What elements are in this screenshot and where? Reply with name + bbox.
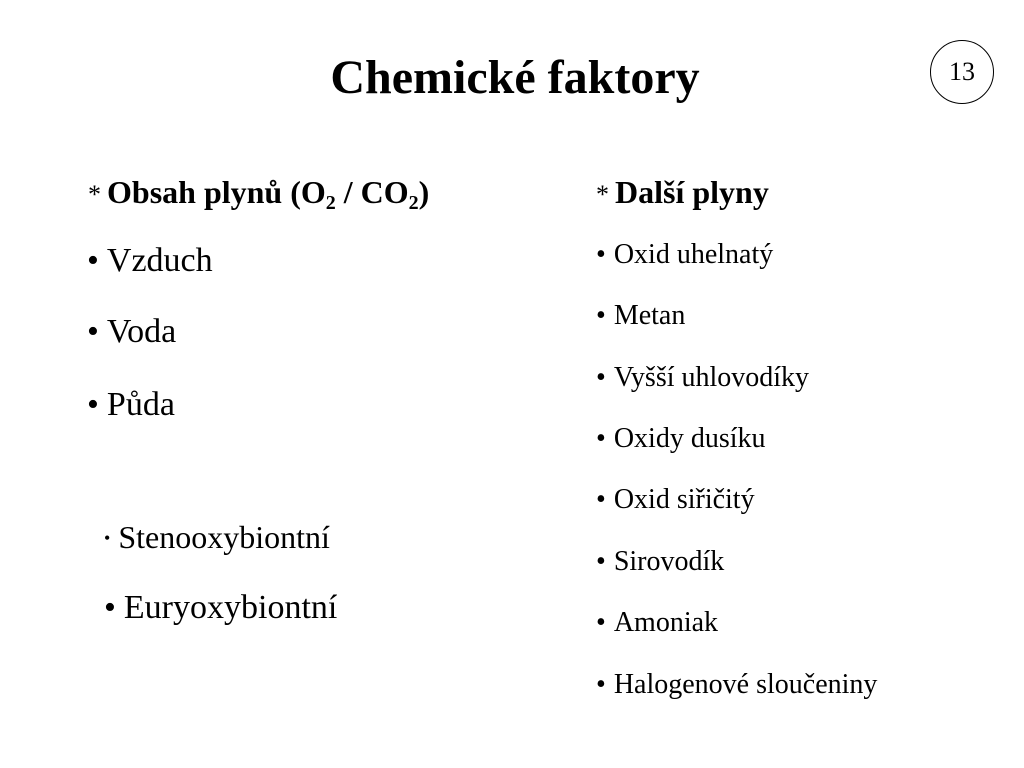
- list-item-label: Stenooxybiontní: [118, 519, 330, 555]
- list-item: [596, 548, 724, 576]
- list-item: [596, 609, 718, 637]
- list-item: [87, 315, 176, 349]
- list-item-label: Oxid uhelnatý: [613, 239, 774, 270]
- list-item: [87, 244, 213, 278]
- bullet: •: [596, 362, 606, 393]
- list-item: [596, 486, 755, 514]
- list-item-label: Amoniak: [613, 607, 719, 638]
- list-item: [596, 302, 685, 330]
- heading-star: *: [596, 180, 609, 209]
- list-item: [104, 591, 337, 625]
- list-item: [596, 241, 773, 269]
- bullet: •: [104, 528, 111, 548]
- right-column-heading: [596, 176, 769, 208]
- bullet: •: [596, 239, 606, 270]
- list-item: [87, 388, 175, 422]
- list-item-label: Oxid siřičitý: [613, 484, 755, 515]
- list-item-label: Metan: [613, 300, 686, 331]
- bullet: •: [104, 589, 116, 626]
- heading-text-end: ): [418, 174, 430, 210]
- list-item-label: Vyšší uhlovodíky: [613, 362, 810, 393]
- heading-text: Další plyny: [615, 174, 769, 210]
- bullet: •: [596, 669, 606, 700]
- list-item-label: Půda: [106, 386, 175, 423]
- bullet: •: [87, 386, 99, 423]
- list-item: [596, 671, 877, 699]
- subscript: 2: [325, 192, 336, 214]
- bullet: •: [596, 546, 606, 577]
- slide-title: Chemické faktory: [330, 51, 700, 104]
- left-column-heading: [88, 176, 429, 213]
- list-item-label: Vzduch: [106, 242, 213, 279]
- list-item: [596, 425, 766, 453]
- list-item: [104, 521, 330, 553]
- heading-star: *: [88, 180, 101, 209]
- list-item-label: Oxidy dusíku: [613, 423, 766, 454]
- bullet: •: [87, 313, 99, 350]
- bullet: •: [596, 607, 606, 638]
- list-item: [596, 364, 809, 392]
- heading-text-mid: / CO: [335, 174, 409, 210]
- subscript: 2: [408, 192, 419, 214]
- list-item-label: Euryoxybiontní: [123, 589, 338, 626]
- bullet: •: [87, 242, 99, 279]
- bullet: •: [596, 484, 606, 515]
- heading-text: Obsah plynů (O: [107, 174, 326, 210]
- list-item-label: Sirovodík: [613, 546, 725, 577]
- page-number-badge: 13: [930, 40, 994, 104]
- bullet: •: [596, 300, 606, 331]
- list-item-label: Halogenové sloučeniny: [613, 669, 878, 700]
- bullet: •: [596, 423, 606, 454]
- list-item-label: Voda: [106, 313, 177, 350]
